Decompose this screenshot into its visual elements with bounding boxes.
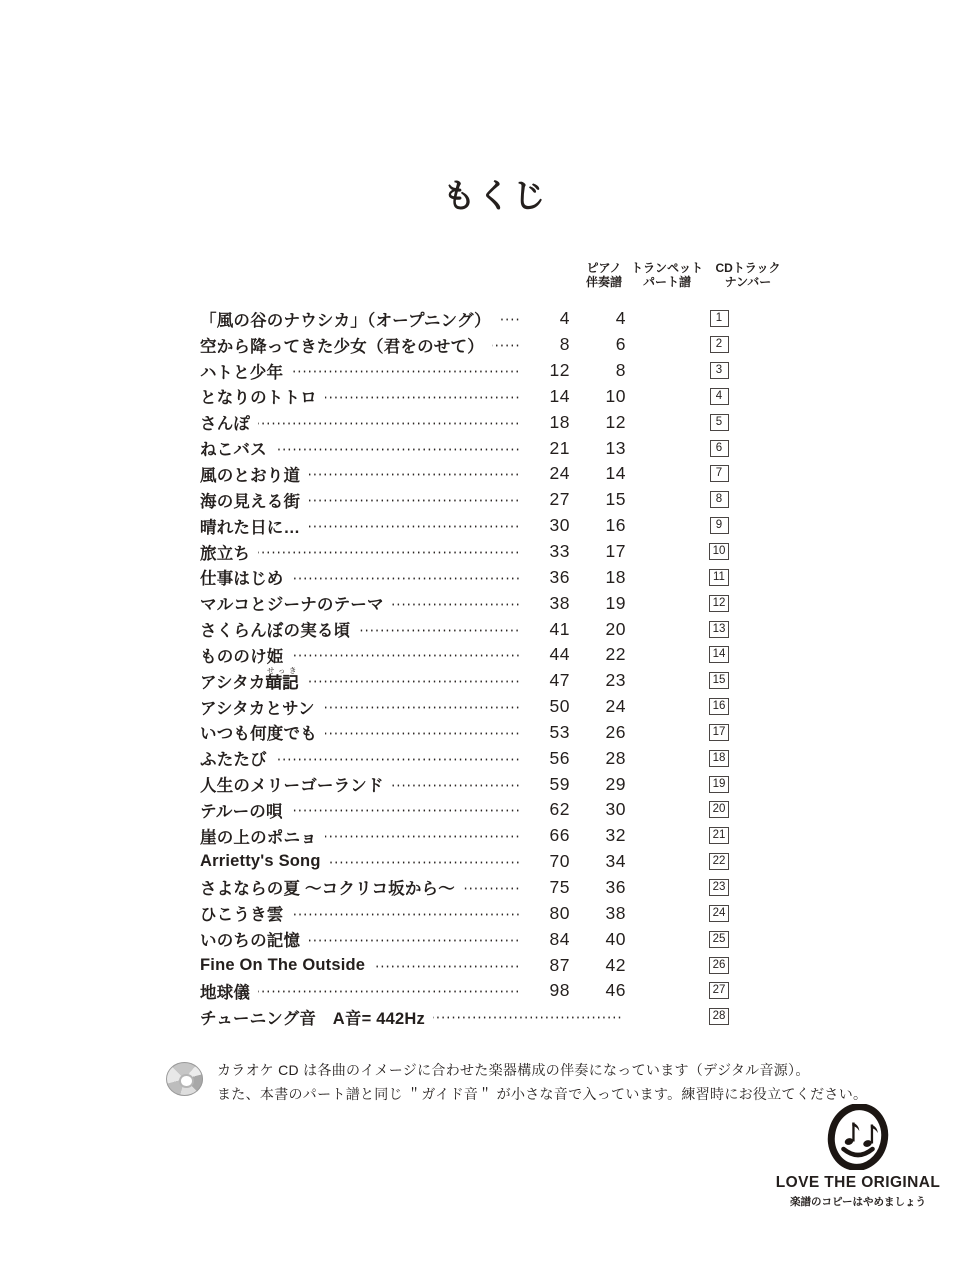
piano-page-number: 44	[549, 644, 570, 665]
dot-leader	[433, 1016, 622, 1019]
song-title: 地球儀	[200, 983, 251, 1002]
cd-track-cell	[628, 776, 770, 793]
cd-track-cell	[628, 465, 770, 482]
dot-leader	[258, 990, 520, 993]
cd-track-cell	[628, 543, 770, 560]
trumpet-page-number: 28	[605, 747, 626, 768]
piano-page-number: 8	[559, 334, 570, 355]
cd-track-cell	[628, 517, 770, 534]
cd-track-number: 14	[709, 646, 730, 663]
song-title: さよならの夏 ～コクリコ坂から～	[200, 880, 455, 899]
cd-note-text	[217, 1058, 867, 1106]
cd-track-number: 16	[709, 698, 730, 715]
trumpet-page-number: 16	[605, 515, 626, 536]
piano-page-number: 53	[549, 721, 570, 742]
dot-leader	[325, 396, 520, 399]
toc-row	[200, 358, 770, 384]
song-title: となりのトトロ	[200, 389, 317, 408]
toc-rows	[200, 306, 770, 1030]
cd-track-cell	[628, 879, 770, 896]
piano-page-number: 70	[549, 851, 570, 872]
cd-track-number: 9	[710, 517, 729, 534]
toc-row	[200, 1004, 770, 1030]
toc-row	[200, 616, 770, 642]
cd-track-number: 28	[709, 1008, 730, 1025]
trumpet-page-number: 40	[605, 928, 626, 949]
song-title: 「風の谷のナウシカ」（オープニング）	[200, 311, 491, 330]
cd-track-number: 24	[709, 905, 730, 922]
cd-track-cell	[628, 672, 770, 689]
toc-row	[200, 409, 770, 435]
toc-row	[200, 952, 770, 978]
cd-track-cell	[628, 595, 770, 612]
piano-page-number: 62	[549, 799, 570, 820]
song-title: 海の見える街	[200, 492, 301, 511]
toc-row	[200, 797, 770, 823]
piano-page-number: 36	[549, 566, 570, 587]
song-title: チューニング音 A音= 442Hz	[200, 1009, 425, 1028]
cd-note	[166, 1058, 867, 1106]
cd-track-cell	[628, 931, 770, 948]
cd-track-number: 23	[709, 879, 730, 896]
song-title: さんぽ	[200, 415, 251, 434]
dot-leader	[325, 732, 520, 735]
cd-track-number: 3	[710, 362, 729, 379]
cd-track-number: 2	[710, 336, 729, 353]
cd-track-number: 6	[710, 440, 729, 457]
cd-track-number: 13	[709, 621, 730, 638]
col-header-cd-track	[688, 262, 808, 289]
page-title: もくじ	[442, 177, 548, 214]
cd-track-cell	[628, 414, 770, 431]
toc-row	[200, 849, 770, 875]
toc-row	[200, 384, 770, 410]
piano-page-number: 59	[549, 773, 570, 794]
piano-page-number: 84	[549, 928, 570, 949]
toc-header	[200, 261, 781, 306]
dot-leader	[308, 525, 520, 528]
dot-leader	[329, 861, 520, 864]
trumpet-page-number: 26	[605, 721, 626, 742]
piano-page-number: 30	[549, 515, 570, 536]
cd-track-cell	[628, 853, 770, 870]
cd-track-number: 7	[710, 465, 729, 482]
dot-leader	[292, 654, 521, 657]
cd-track-number: 4	[710, 388, 729, 405]
toc-row	[200, 875, 770, 901]
song-title: 晴れた日に…	[200, 518, 301, 537]
song-title: 仕事はじめ	[200, 570, 284, 589]
dot-leader	[463, 887, 520, 890]
song-title: マルコとジーナのテーマ	[200, 596, 384, 615]
dot-leader	[258, 422, 520, 425]
toc-row	[200, 745, 770, 771]
cd-track-number: 21	[709, 827, 730, 844]
song-title: ひこうき雲	[200, 906, 284, 925]
song-title: Arrietty's Song	[200, 852, 321, 871]
col-header-piano-line2: 伴奏譜	[585, 274, 622, 289]
trumpet-page-number: 13	[605, 437, 626, 458]
trumpet-page-number: 29	[605, 773, 626, 794]
piano-page-number: 33	[549, 541, 570, 562]
song-title: さくらんぼの実る頃	[200, 622, 351, 641]
trumpet-page-number: 34	[605, 851, 626, 872]
piano-page-number: 98	[549, 980, 570, 1001]
cd-track-cell	[628, 957, 770, 974]
trumpet-page-number: 32	[605, 825, 626, 846]
col-header-piano-line1: ピアノ	[586, 261, 622, 275]
cd-track-cell	[628, 388, 770, 405]
cd-track-cell	[628, 905, 770, 922]
dot-leader	[358, 629, 520, 632]
cd-track-cell	[628, 1008, 770, 1025]
trumpet-page-number: 15	[605, 489, 626, 510]
toc-row	[200, 771, 770, 797]
trumpet-page-number: 19	[605, 592, 626, 613]
trumpet-page-number: 8	[615, 360, 626, 381]
cd-track-number: 18	[709, 750, 730, 767]
trumpet-page-number: 24	[605, 696, 626, 717]
song-title: 人生のメリーゴーランド	[200, 777, 384, 796]
cd-track-number: 19	[709, 776, 730, 793]
dot-leader	[307, 680, 520, 683]
piano-page-number: 75	[549, 876, 570, 897]
song-title: アシタカ𦻙記せっき	[200, 666, 299, 693]
cd-track-number: 10	[709, 543, 730, 560]
piano-page-number: 87	[549, 954, 570, 975]
toc-row	[200, 926, 770, 952]
trumpet-page-number: 22	[605, 644, 626, 665]
cd-track-number: 15	[709, 672, 730, 689]
toc-row	[200, 306, 770, 332]
piano-page-number: 21	[549, 437, 570, 458]
cd-track-cell	[628, 827, 770, 844]
dot-leader	[325, 835, 520, 838]
cd-track-number: 27	[709, 982, 730, 999]
song-title: ふたたび	[200, 751, 267, 770]
trumpet-page-number: 4	[615, 308, 626, 329]
song-title: アシタカとサン	[200, 699, 315, 718]
toc-row	[200, 668, 770, 694]
song-title: いのちの記憶	[200, 932, 301, 951]
trumpet-page-number: 12	[605, 411, 626, 432]
song-title: 崖の上のポニョ	[200, 828, 317, 847]
dot-leader	[323, 706, 520, 709]
dot-leader	[275, 758, 520, 761]
cd-track-number: 17	[709, 724, 730, 741]
trumpet-page-number: 10	[605, 385, 626, 406]
logo-text-jp: 楽譜のコピーはやめましょう	[789, 1196, 927, 1208]
trumpet-page-number: 20	[605, 618, 626, 639]
toc-row	[200, 590, 770, 616]
trumpet-page-number: 18	[605, 566, 626, 587]
song-title: もののけ姫	[200, 647, 284, 666]
song-title: Fine On The Outside	[200, 955, 366, 974]
piano-page-number: 27	[549, 489, 570, 510]
toc-row	[200, 435, 770, 461]
piano-page-number: 14	[549, 385, 570, 406]
song-title: 旅立ち	[200, 544, 251, 563]
cd-track-cell	[628, 698, 770, 715]
song-title: 風のとおり道	[200, 466, 301, 485]
col-header-trumpet-line1: トランペット	[630, 261, 703, 275]
col-header-cd-line1: CDトラック	[715, 261, 781, 275]
dot-leader	[308, 473, 520, 476]
piano-page-number: 56	[549, 747, 570, 768]
cd-note-line-1: カラオケ CD は各曲のイメージに合わせた楽器構成の伴奏になっています（デジタル音源）。	[217, 1062, 810, 1078]
toc-row	[200, 978, 770, 1004]
toc-row	[200, 487, 770, 513]
piano-page-number: 4	[559, 308, 570, 329]
piano-page-number: 66	[549, 825, 570, 846]
love-the-original-logo	[773, 1104, 943, 1209]
dot-leader	[392, 784, 520, 787]
song-title: テルーの唄	[200, 802, 283, 821]
cd-track-cell	[628, 336, 770, 353]
dot-leader	[291, 809, 520, 812]
dot-leader	[275, 448, 520, 451]
cd-icon	[166, 1062, 203, 1096]
toc-row	[200, 564, 770, 590]
trumpet-page-number: 23	[605, 670, 626, 691]
cd-track-cell	[628, 982, 770, 999]
piano-page-number: 80	[549, 902, 570, 923]
toc-row	[200, 823, 770, 849]
toc-row	[200, 720, 770, 746]
trumpet-page-number: 42	[605, 954, 626, 975]
cd-track-cell	[628, 621, 770, 638]
song-title: 空から降ってきた少女（君をのせて）	[200, 337, 484, 356]
dot-leader	[308, 939, 520, 942]
cd-track-number: 26	[709, 957, 730, 974]
cd-track-cell	[628, 724, 770, 741]
piano-page-number: 47	[549, 670, 570, 691]
dot-leader	[373, 965, 520, 968]
dot-leader	[258, 551, 520, 554]
trumpet-page-number: 14	[605, 463, 626, 484]
cd-track-number: 12	[709, 595, 730, 612]
cd-track-cell	[628, 440, 770, 457]
col-header-cd-line2: ナンバー	[724, 274, 772, 289]
logo-text-en: LOVE THE ORIGINAL	[775, 1174, 941, 1191]
cd-track-number: 1	[710, 310, 729, 327]
toc-row	[200, 513, 770, 539]
dot-leader	[392, 603, 520, 606]
piano-page-number: 38	[549, 592, 570, 613]
cd-track-cell	[628, 801, 770, 818]
dot-leader	[308, 499, 520, 502]
cd-track-cell	[628, 646, 770, 663]
cd-track-number: 8	[710, 491, 729, 508]
trumpet-page-number: 17	[605, 541, 626, 562]
cd-track-number: 11	[709, 569, 729, 586]
dot-leader	[292, 577, 521, 580]
smiley-notes-icon	[826, 1104, 890, 1170]
song-title: ねこバス	[200, 441, 267, 460]
cd-track-number: 25	[709, 931, 730, 948]
cd-track-cell	[628, 569, 770, 586]
dot-leader	[292, 913, 521, 916]
toc-row	[200, 900, 770, 926]
cd-track-cell	[628, 491, 770, 508]
toc-row	[200, 461, 770, 487]
trumpet-page-number: 46	[605, 980, 626, 1001]
cd-track-number: 22	[709, 853, 730, 870]
dot-leader	[291, 370, 520, 373]
piano-page-number: 18	[549, 411, 570, 432]
piano-page-number: 50	[549, 696, 570, 717]
cd-track-cell	[628, 750, 770, 767]
toc-row	[200, 642, 770, 668]
trumpet-page-number: 36	[605, 876, 626, 897]
trumpet-page-number: 6	[615, 334, 626, 355]
cd-track-cell	[628, 362, 770, 379]
piano-page-number: 41	[549, 618, 570, 639]
dot-leader	[492, 344, 520, 347]
col-header-trumpet-line2: パート譜	[642, 274, 691, 289]
toc-table	[200, 261, 781, 1030]
cd-track-cell	[628, 310, 770, 327]
dot-leader	[499, 318, 520, 321]
toc-row	[200, 332, 770, 358]
toc-row	[200, 694, 770, 720]
cd-note-line-2: また、本書のパート譜と同じ ＂ガイド音＂ が小さな音で入っています。練習時にお役立てください。	[217, 1086, 868, 1102]
cd-track-number: 20	[709, 801, 730, 818]
piano-page-number: 12	[549, 360, 570, 381]
trumpet-page-number: 38	[605, 902, 626, 923]
toc-row	[200, 539, 770, 565]
piano-page-number: 24	[549, 463, 570, 484]
song-title: ハトと少年	[200, 363, 284, 382]
song-title: いつも何度でも	[200, 725, 317, 744]
trumpet-page-number: 30	[605, 799, 626, 820]
cd-track-number: 5	[710, 414, 729, 431]
